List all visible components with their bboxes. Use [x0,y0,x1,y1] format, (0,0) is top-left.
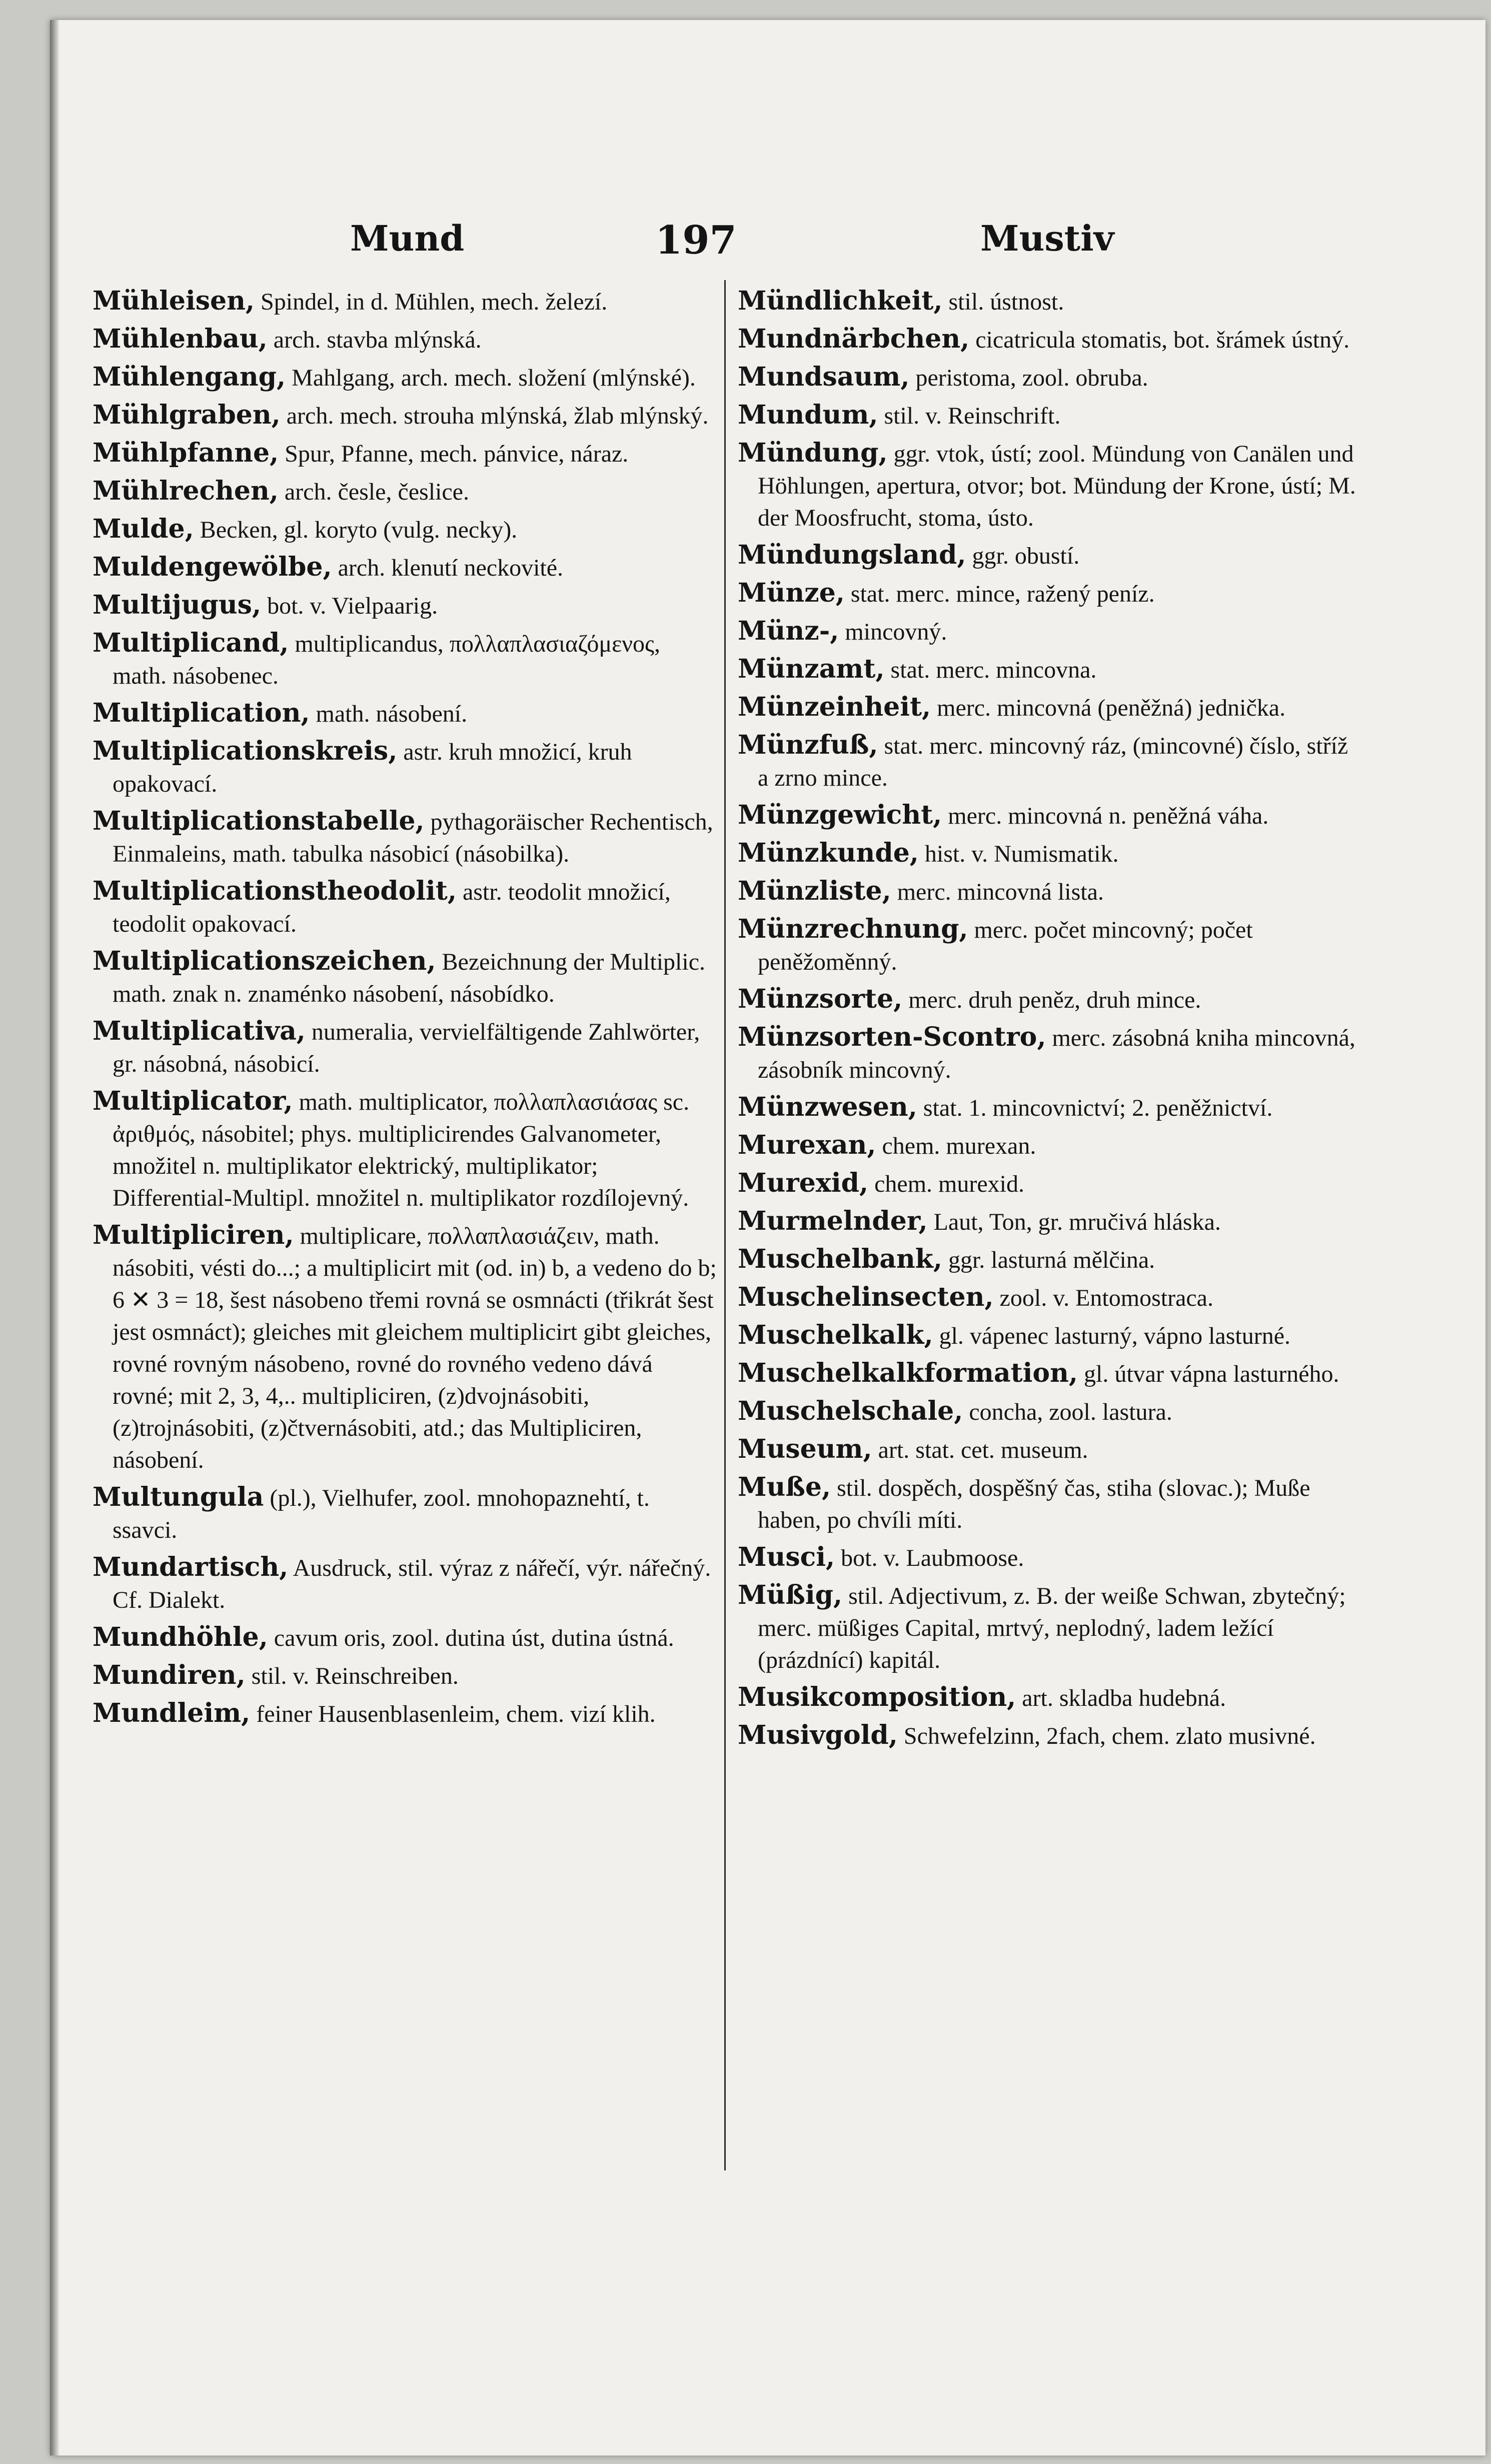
entry-definition: merc. zásobná kniha mincovná, zásobník mincovný. [758,1025,1355,1083]
entry-definition: astr. teodolit množicí, teodolit opakovací. [113,879,671,937]
entry-definition: merc. druh peněz, druh mince. [908,987,1201,1013]
dictionary-entry [738,1541,1363,1574]
entry-definition: art. stat. cet. museum. [878,1437,1088,1463]
dictionary-entry [93,1621,718,1654]
dictionary-entry [738,799,1363,832]
dictionary-entry [738,983,1363,1016]
left-column [93,285,718,1735]
entry-definition: stat. merc. mincovna. [890,657,1097,683]
entry-headword: Murexid, [738,1168,869,1198]
dictionary-entry [738,1319,1363,1352]
dictionary-entry [93,589,718,622]
dictionary-entry [738,653,1363,686]
entry-headword: Mühlengang, [93,362,286,392]
dictionary-entry [738,577,1363,610]
entry-headword: Münzsorte, [738,984,903,1014]
entry-headword: Münz-, [738,616,839,646]
entry-definition: stil. Adjectivum, z. B. der weiße Schwan, zbytečný; merc. müßiges Capital, mrtvý, neplodný, ladem ležící (prázdnící) kapitál. [758,1583,1346,1673]
entry-headword: Mündung, [738,438,888,468]
dictionary-entry [93,475,718,508]
entry-definition: bot. v. Laubmoose. [841,1545,1024,1571]
entry-definition: stil. v. Reinschrift. [884,403,1061,429]
entry-definition: stil. v. Reinschreiben. [251,1663,459,1689]
dictionary-entry [738,1167,1363,1200]
dictionary-entry [93,285,718,318]
entry-headword: Muschelinsecten, [738,1282,994,1312]
dictionary-entry [93,323,718,356]
entry-headword: Münzwesen, [738,1092,917,1122]
entry-headword: Museum, [738,1434,872,1464]
entry-definition: ggr. lasturná mělčina. [948,1247,1155,1273]
entry-headword: Mühlrechen, [93,476,279,506]
entry-headword: Murexan, [738,1130,876,1160]
entry-definition: arch. mech. strouha mlýnská, žlab mlýnský. [286,403,709,429]
dictionary-entry [738,1433,1363,1466]
entry-definition: Ausdruck, stil. výraz z nářečí, výr. nářečný. Cf. Dialekt. [113,1555,711,1613]
entry-definition: peristoma, zool. obruba. [915,365,1148,391]
dictionary-entry [93,361,718,394]
entry-headword: Murmelnder, [738,1206,928,1236]
entry-definition: multiplicare, πολλαπλασιάζειν, math. násobiti, vésti do...; a multiplicirt mit (od. in) b, a vedeno do b; 6 ✕ 3 = 18, šest násobeno třemi rovná se osmnácti (třikrát šest jest osmnáct); gleiches mit gleichem multiplicirt gibt gleiches, rovné rovným násobeno, rovné do rovného vedeno dává rovné; mit 2, 3, 4,.. multipliciren, (z)dvojnásobiti, (z)trojnásobiti, (z)čtvernásobiti, atd.; das Multipliciren, násobení. [113,1223,717,1473]
entry-definition: bot. v. Vielpaarig. [267,593,438,619]
entry-headword: Münzfuß, [738,730,878,760]
dictionary-entry [738,875,1363,908]
dictionary-entry [93,1219,718,1476]
entry-headword: Mundsaum, [738,362,910,392]
dictionary-entry [738,837,1363,870]
dictionary-entry [93,945,718,1010]
entry-headword: Multipliciren, [93,1220,294,1250]
dictionary-entry [738,1395,1363,1428]
entry-definition: stat. merc. mince, ražený peníz. [850,581,1155,607]
entry-headword: Multiplicationszeichen, [93,946,436,976]
entry-definition: hist. v. Numismatik. [924,841,1119,867]
dictionary-entry [738,1681,1363,1714]
entry-definition: (pl.), Vielhufer, zool. mnohopaznehtí, t. ssavci. [113,1485,650,1543]
page-header [50,218,1485,263]
dictionary-entry [738,323,1363,356]
entry-headword: Münzkunde, [738,838,919,868]
dictionary-entry [93,735,718,800]
dictionary-entry [93,551,718,584]
entry-headword: Musivgold, [738,1720,898,1750]
entry-definition: merc. mincovná lista. [897,879,1104,905]
entry-definition: multiplicandus, πολλαπλασιαζόμενος, math. násobenec. [113,631,660,689]
entry-headword: Mühlenbau, [93,324,268,354]
entry-definition: Spindel, in d. Mühlen, mech. železí. [261,289,608,315]
entry-headword: Münzgewicht, [738,800,942,830]
entry-definition: stat. merc. mincovný ráz, (mincovné) číslo, stříž a zrno mince. [758,733,1348,791]
entry-headword: Muschelbank, [738,1244,942,1274]
dictionary-entry [738,1091,1363,1124]
book-spine-shadow [50,20,59,2455]
dictionary-entry [738,729,1363,794]
entry-definition: stil. dospěch, dospěšný čas, stiha (slovac.); Muße haben, po chvíli míti. [758,1475,1310,1533]
entry-definition: ggr. vtok, ústí; zool. Mündung von Canälen und Höhlungen, apertura, otvor; bot. Mündung der Krone, ústí; M. der Moosfrucht, stoma, ústo. [758,441,1356,531]
entry-headword: Münzsorten-Scontro, [738,1022,1046,1052]
entry-headword: Münze, [738,578,845,608]
entry-headword: Mundum, [738,400,878,430]
entry-headword: Mühleisen, [93,286,255,316]
entry-definition: stil. ústnost. [948,289,1064,315]
entry-headword: Münzliste, [738,876,891,906]
dictionary-entry [738,1205,1363,1238]
dictionary-entry [93,1697,718,1730]
entry-definition: Laut, Ton, gr. mručivá hláska. [933,1209,1221,1235]
entry-definition: math. multiplicator, πολλαπλασιάσας sc. ἀριθμός, násobitel; phys. multiplicirendes Galvanometer, množitel n. multiplikator elektrický, multiplikator; Differential-Multipl. množitel n. multiplikator rozdílojevný. [113,1089,690,1211]
entry-headword: Müßig, [738,1580,843,1610]
dictionary-entry [93,1085,718,1214]
dictionary-entry [738,1579,1363,1676]
dictionary-entry [93,1659,718,1692]
entry-definition: ggr. obustí. [972,543,1080,569]
entry-headword: Musikcomposition, [738,1682,1016,1712]
entry-headword: Münzrechnung, [738,914,968,944]
entry-definition: Spur, Pfanne, mech. pánvice, náraz. [285,441,629,467]
entry-headword: Mundartisch, [93,1552,289,1582]
entry-definition: chem. murexan. [882,1133,1036,1159]
entry-definition: concha, zool. lastura. [969,1399,1172,1425]
entry-definition: merc. mincovná (peněžná) jednička. [937,695,1286,721]
dictionary-entry [738,1471,1363,1536]
entry-headword: Mulde, [93,514,194,544]
dictionary-entry [738,1021,1363,1086]
entry-definition: cicatricula stomatis, bot. šrámek ústný. [975,327,1350,353]
entry-definition: cavum oris, zool. dutina úst, dutina ústná. [274,1625,674,1651]
entry-headword: Muschelkalkformation, [738,1358,1078,1388]
entry-headword: Musci, [738,1542,835,1572]
dictionary-entry [738,913,1363,978]
running-head-right: Mustiv [980,218,1114,259]
dictionary-entry [93,805,718,870]
entry-headword: Multiplicationstheodolit, [93,876,457,906]
page-number: 197 [655,218,737,263]
entry-headword: Mühlgraben, [93,400,281,430]
entry-headword: Multiplicationstabelle, [93,806,425,836]
dictionary-entry [93,697,718,730]
entry-definition: Bezeichnung der Multiplic. math. znak n. znaménko násobení, násobídko. [113,949,706,1007]
dictionary-entry [738,399,1363,432]
entry-definition: stat. 1. mincovnictví; 2. peněžnictví. [923,1095,1273,1121]
entry-headword: Multiplicand, [93,628,289,658]
entry-headword: Mundleim, [93,1698,251,1728]
entry-definition: Mahlgang, arch. mech. složení (mlýnské). [292,365,696,391]
entry-definition: gl. útvar vápna lasturného. [1084,1361,1339,1387]
dictionary-entry [738,1129,1363,1162]
dictionary-entry [93,627,718,692]
entry-definition: arch. stavba mlýnská. [273,327,482,353]
dictionary-entry [738,615,1363,648]
entry-headword: Münzeinheit, [738,692,931,722]
dictionary-entry [93,875,718,940]
entry-headword: Muldengewölbe, [93,552,332,582]
entry-definition: astr. kruh množicí, kruh opakovací. [113,739,632,797]
entry-headword: Mundnärbchen, [738,324,970,354]
entry-definition: chem. murexid. [874,1171,1024,1197]
entry-headword: Muße, [738,1472,831,1502]
entry-definition: gl. vápenec lasturný, vápno lasturné. [939,1323,1291,1349]
entry-definition: Becken, gl. koryto (vulg. necky). [200,517,518,543]
entry-headword: Multiplicativa, [93,1016,306,1046]
entry-headword: Mündlichkeit, [738,286,943,316]
entry-definition: arch. klenutí neckovité. [338,555,564,581]
dictionary-entry [738,1243,1363,1276]
dictionary-entry [93,513,718,546]
entry-definition: feiner Hausenblasenleim, chem. vizí klih. [256,1701,656,1727]
entry-headword: Multungula [93,1482,264,1512]
entry-headword: Mundiren, [93,1660,246,1690]
entry-headword: Multiplicationskreis, [93,736,398,766]
entry-headword: Münzamt, [738,654,885,684]
entry-headword: Mündungsland, [738,540,966,570]
entry-definition: zool. v. Entomostraca. [999,1285,1213,1311]
dictionary-entry [93,1551,718,1616]
entry-definition: merc. mincovná n. peněžná váha. [948,803,1269,829]
dictionary-entry [738,1281,1363,1314]
dictionary-entry [93,399,718,432]
dictionary-entry [738,437,1363,534]
entry-definition: math. násobení. [316,701,468,727]
entry-headword: Mundhöhle, [93,1622,268,1652]
entry-definition: Schwefelzinn, 2fach, chem. zlato musivné. [903,1723,1316,1749]
entry-definition: pythagoräischer Rechentisch, Einmaleins, math. tabulka násobicí (násobilka). [113,809,713,867]
dictionary-entry [93,1481,718,1546]
entry-definition: art. skladba hudebná. [1022,1685,1226,1711]
dictionary-entry [93,437,718,470]
entry-headword: Muschelschale, [738,1396,963,1426]
running-head-left: Mund [350,218,465,259]
dictionary-page [50,20,1485,2455]
dictionary-entry [738,539,1363,572]
dictionary-entry [738,361,1363,394]
entry-definition: merc. počet mincovný; počet peněžoměnný. [758,917,1253,975]
entry-headword: Multiplicator, [93,1086,293,1116]
entry-headword: Mühlpfanne, [93,438,279,468]
right-column [738,285,1363,1757]
entry-definition: mincovný. [845,619,947,645]
dictionary-entry [738,1357,1363,1390]
entry-headword: Muschelkalk, [738,1320,933,1350]
dictionary-entry [738,1719,1363,1752]
dictionary-entry [738,285,1363,318]
dictionary-entry [738,691,1363,724]
entry-definition: arch. česle, česlice. [284,479,469,505]
column-divider [724,280,726,2170]
entry-definition: numeralia, vervielfältigende Zahlwörter, gr. násobná, násobicí. [113,1019,700,1077]
entry-headword: Multiplication, [93,698,310,728]
dictionary-entry [93,1015,718,1080]
entry-headword: Multijugus, [93,590,262,620]
